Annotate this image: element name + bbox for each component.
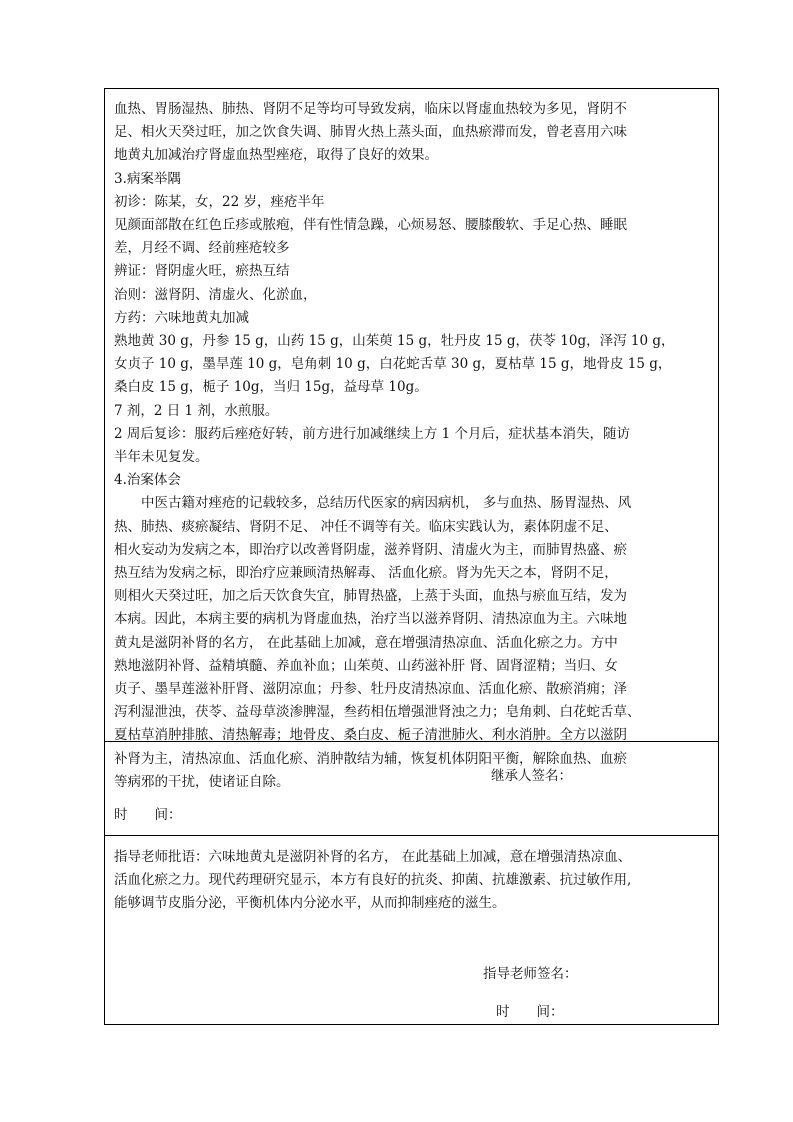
case-record-text	[114, 98, 714, 794]
text-line: 半年未见复发。	[114, 449, 209, 466]
comment-line: 能够调节皮脂分泌，平衡机体内分泌水平，从而抑制痤疮的滋生。	[114, 895, 506, 912]
text-line: 足、相火天癸过旺，加之饮食失调、肺胃火热上蒸头面，血热瘀滞而发，曾老喜用六味	[114, 124, 627, 141]
text-line: 贞子、墨旱莲滋补肝肾、滋阴凉血；丹参、牡丹皮清热凉血、活血化瘀、散瘀消痈；泽	[114, 681, 627, 698]
text-line: 热、肺热、痰瘀凝结、肾阴不足、 冲任不调等有关。临床实践认为，素体阴虚不足、	[114, 518, 618, 535]
text-line: 辨证：肾阴虚火旺，瘀热互结	[114, 263, 290, 280]
comment-line: 活血化瘀之力。现代药理研究显示，本方有良好的抗炎、抑菌、抗雄激素、抗过敏作用,	[114, 872, 632, 889]
text-line: 7 剂，2 日 1 剂，水煎服。	[114, 402, 279, 419]
text-line: 补肾为主，清热凉血、活血化瘀、消肿散结为辅，恢复机体阴阳平衡，解除血热、血瘀	[114, 750, 627, 767]
inheritor-time-label: 时 间：	[114, 807, 182, 823]
prescription-line: 女贞子 10 g，墨旱莲 10 g，皂角刺 10 g，白花蛇舌草 30 g，夏枯草 15 g，地骨皮 15 g，	[114, 356, 672, 373]
text-line: 热互结为发病之标，即治疗应兼顾清热解毒、 活血化瘀。肾为先天之本，肾阴不足，	[114, 565, 618, 582]
section-heading-experience: 4.治案体会	[114, 472, 181, 489]
prescription-line: 熟地黄 30 g，丹参 15 g，山药 15 g，山茱萸 15 g，牡丹皮 15 g，茯苓 10g，泽泻 10 g，	[114, 333, 675, 350]
teacher-time-label: 时 间：	[496, 1004, 564, 1020]
text-line: 地黄丸加减治疗肾虚血热型痤疮，取得了良好的效果。	[114, 147, 438, 164]
teacher-signature-label: 指导老师签名：	[483, 966, 578, 982]
inheritor-signature-label: 继承人签名：	[491, 768, 572, 784]
text-line: 夏枯草消肿排脓、清热解毒；地骨皮、桑白皮、栀子清泄肺火、利水消肿。全方以滋阴	[114, 727, 627, 744]
text-line: 方药：六味地黄丸加减	[114, 309, 249, 326]
text-line: 中医古籍对痤疮的记载较多，总结历代医家的病因病机， 多与血热、肠胃湿热、风	[141, 495, 632, 512]
comment-line: 指导老师批语：六味地黄丸是滋阴补肾的名方， 在此基础上加减，意在增强清热凉血、	[114, 849, 632, 865]
teacher-comment	[114, 846, 714, 916]
text-line: 相火妄动为发病之本，即治疗以改善肾阴虚，滋养肾阴、清虚火为主，而肺胃热盛、瘀	[114, 541, 627, 558]
text-line: 治则：滋肾阴、清虚火、化淤血，	[114, 286, 317, 303]
text-line: 初诊：陈某，女，22 岁，痤疮半年	[114, 193, 325, 210]
prescription-line: 桑白皮 15 g，栀子 10g，当归 15g，益母草 10g。	[114, 379, 428, 396]
text-line: 本病。因此，本病主要的病机为肾虚血热，治疗当以滋养肾阴、清热凉血为主。六味地	[114, 611, 627, 628]
text-line: 2 周后复诊：服药后痤疮好转，前方进行加减继续上方 1 个月后，症状基本消失，随访	[114, 425, 631, 442]
section-heading-case: 3.病案举隅	[114, 170, 181, 187]
text-line: 差，月经不调、经前痤疮较多	[114, 240, 290, 257]
row-divider	[105, 741, 718, 742]
text-line: 泻利湿泄浊，茯苓、益母草淡渗脾湿，叁药相伍增强泄肾浊之力；皂角刺、白花蛇舌草、	[114, 704, 641, 721]
text-line: 熟地滋阴补肾、益精填髓、养血补血；山茱萸、山药滋补肝 肾、固肾涩精；当归、女	[114, 657, 618, 674]
row-divider	[105, 835, 718, 836]
text-line: 等病邪的干扰，使诸证自除。	[114, 773, 290, 790]
text-line: 血热、胃肠湿热、肺热、肾阴不足等均可导致发病，临床以肾虚血热较为多见，肾阴不	[114, 101, 627, 117]
text-line: 黄丸是滋阴补肾的名方， 在此基础上加减，意在增强清热凉血、活血化瘀之力。方中	[114, 634, 618, 651]
text-line: 见颜面部散在红色丘疹或脓疱，伴有性情急躁，心烦易怒、腰膝酸软、手足心热、睡眠	[114, 217, 627, 234]
text-line: 则相火天癸过旺，加之后天饮食失宜，肺胃热盛，上蒸于头面，血热与瘀血互结，发为	[114, 588, 627, 605]
record-table	[104, 88, 719, 1025]
